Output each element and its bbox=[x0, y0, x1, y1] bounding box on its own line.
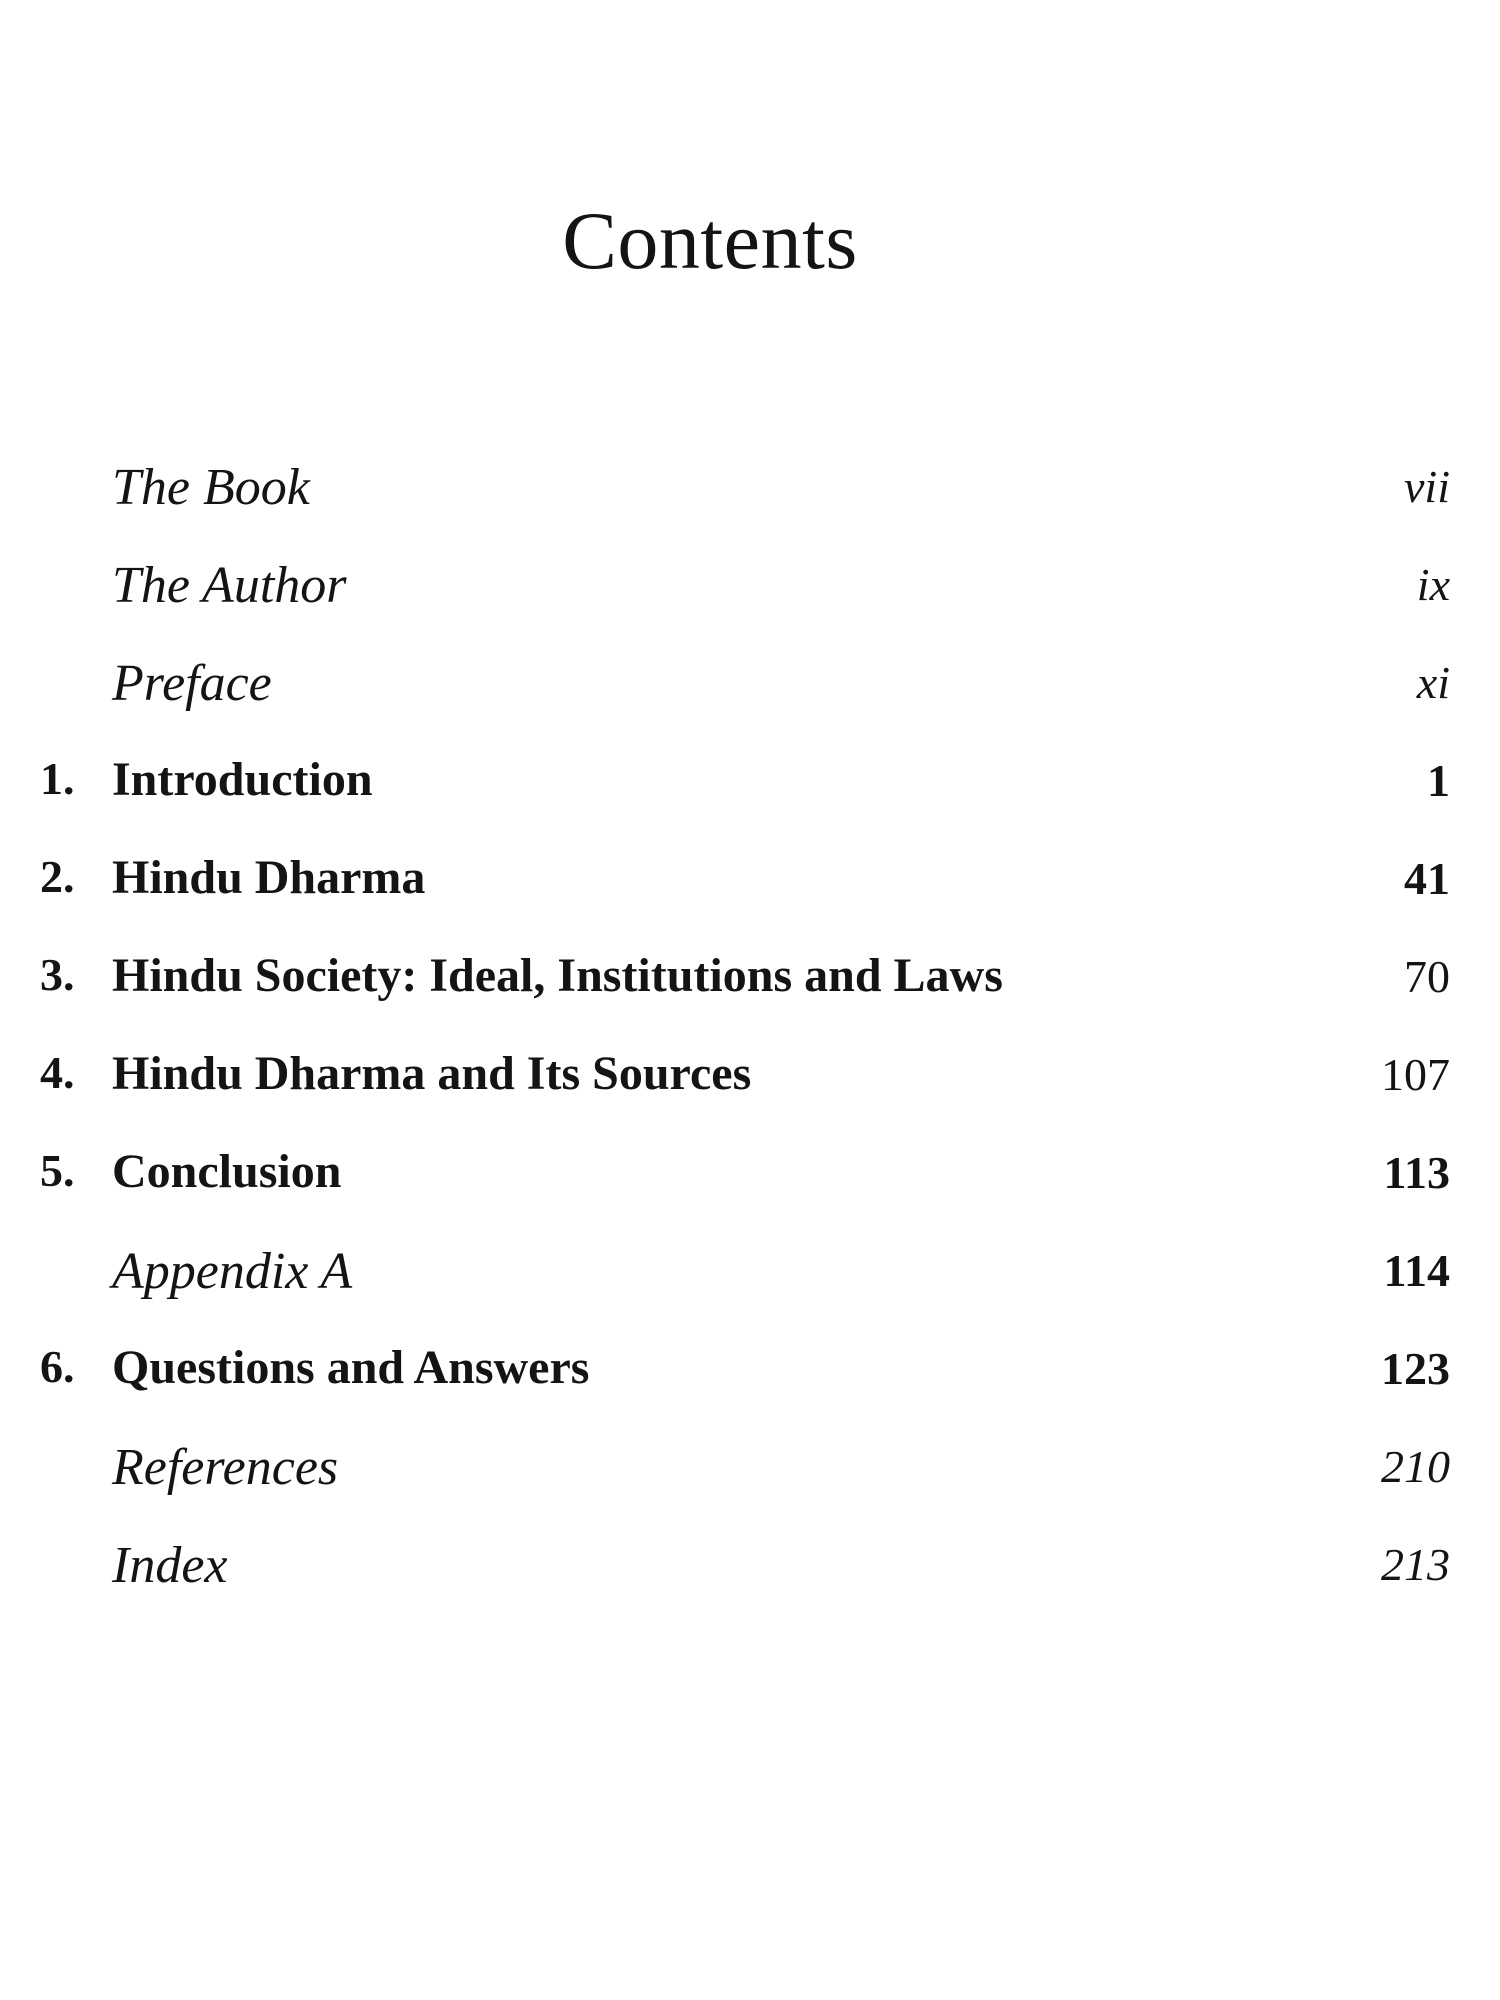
toc-entry-title: Questions and Answers bbox=[112, 1341, 590, 1394]
toc-entry-title: Preface bbox=[112, 655, 272, 712]
toc-entry-hindu-society[interactable] bbox=[40, 930, 1450, 1028]
toc-entry-title: The Book bbox=[112, 459, 310, 516]
toc-entry-references[interactable] bbox=[40, 1420, 1450, 1518]
toc-entry-appendix-a[interactable] bbox=[40, 1224, 1450, 1322]
toc-entry-page: ix bbox=[1416, 559, 1450, 610]
toc-entry-the-book[interactable] bbox=[40, 440, 1450, 538]
toc-entry-title: References bbox=[112, 1439, 339, 1496]
toc-entry-page: 210 bbox=[1381, 1441, 1450, 1492]
toc-entry-number: 1. bbox=[40, 753, 75, 804]
toc-entry-the-author[interactable] bbox=[40, 538, 1450, 636]
toc-entry-hindu-dharma[interactable] bbox=[40, 832, 1450, 930]
toc-entry-number: 3. bbox=[40, 949, 75, 1000]
toc-entry-page: 70 bbox=[1404, 951, 1450, 1002]
toc-entry-title: The Author bbox=[112, 557, 347, 614]
toc-entry-page: 113 bbox=[1383, 1147, 1450, 1198]
toc-entry-page: xi bbox=[1416, 657, 1450, 708]
toc-entry-number: 2. bbox=[40, 851, 75, 902]
toc-entry-number: 5. bbox=[40, 1145, 75, 1196]
toc-entry-introduction[interactable] bbox=[40, 734, 1450, 832]
toc-entry-preface[interactable] bbox=[40, 636, 1450, 734]
toc-entry-title: Introduction bbox=[112, 753, 373, 806]
toc-entry-title: Hindu Dharma and Its Sources bbox=[112, 1047, 752, 1100]
toc-entry-title: Appendix A bbox=[112, 1243, 353, 1300]
toc-entry-page: 123 bbox=[1381, 1343, 1450, 1394]
toc-entry-title: Hindu Dharma bbox=[112, 851, 426, 904]
toc-entry-page: 114 bbox=[1383, 1245, 1450, 1296]
toc-entry-conclusion[interactable] bbox=[40, 1126, 1450, 1224]
page-title: Contents bbox=[562, 195, 858, 286]
toc-entry-index[interactable] bbox=[40, 1518, 1450, 1616]
toc-entry-questions-and-answers[interactable] bbox=[40, 1322, 1450, 1420]
toc-entry-number: 6. bbox=[40, 1341, 75, 1392]
toc-entry-page: 1 bbox=[1427, 755, 1450, 806]
toc-entry-title: Conclusion bbox=[112, 1145, 342, 1198]
toc-entry-page: vii bbox=[1404, 461, 1450, 512]
toc-entry-page: 213 bbox=[1381, 1539, 1450, 1590]
toc-entry-page: 107 bbox=[1381, 1049, 1450, 1100]
toc-entry-title: Index bbox=[112, 1537, 228, 1594]
table-of-contents bbox=[40, 440, 1450, 1616]
toc-entry-page: 41 bbox=[1404, 853, 1450, 904]
toc-entry-title: Hindu Society: Ideal, Institutions and Laws bbox=[112, 949, 1003, 1002]
toc-entry-hindu-dharma-sources[interactable] bbox=[40, 1028, 1450, 1126]
toc-entry-number: 4. bbox=[40, 1047, 75, 1098]
